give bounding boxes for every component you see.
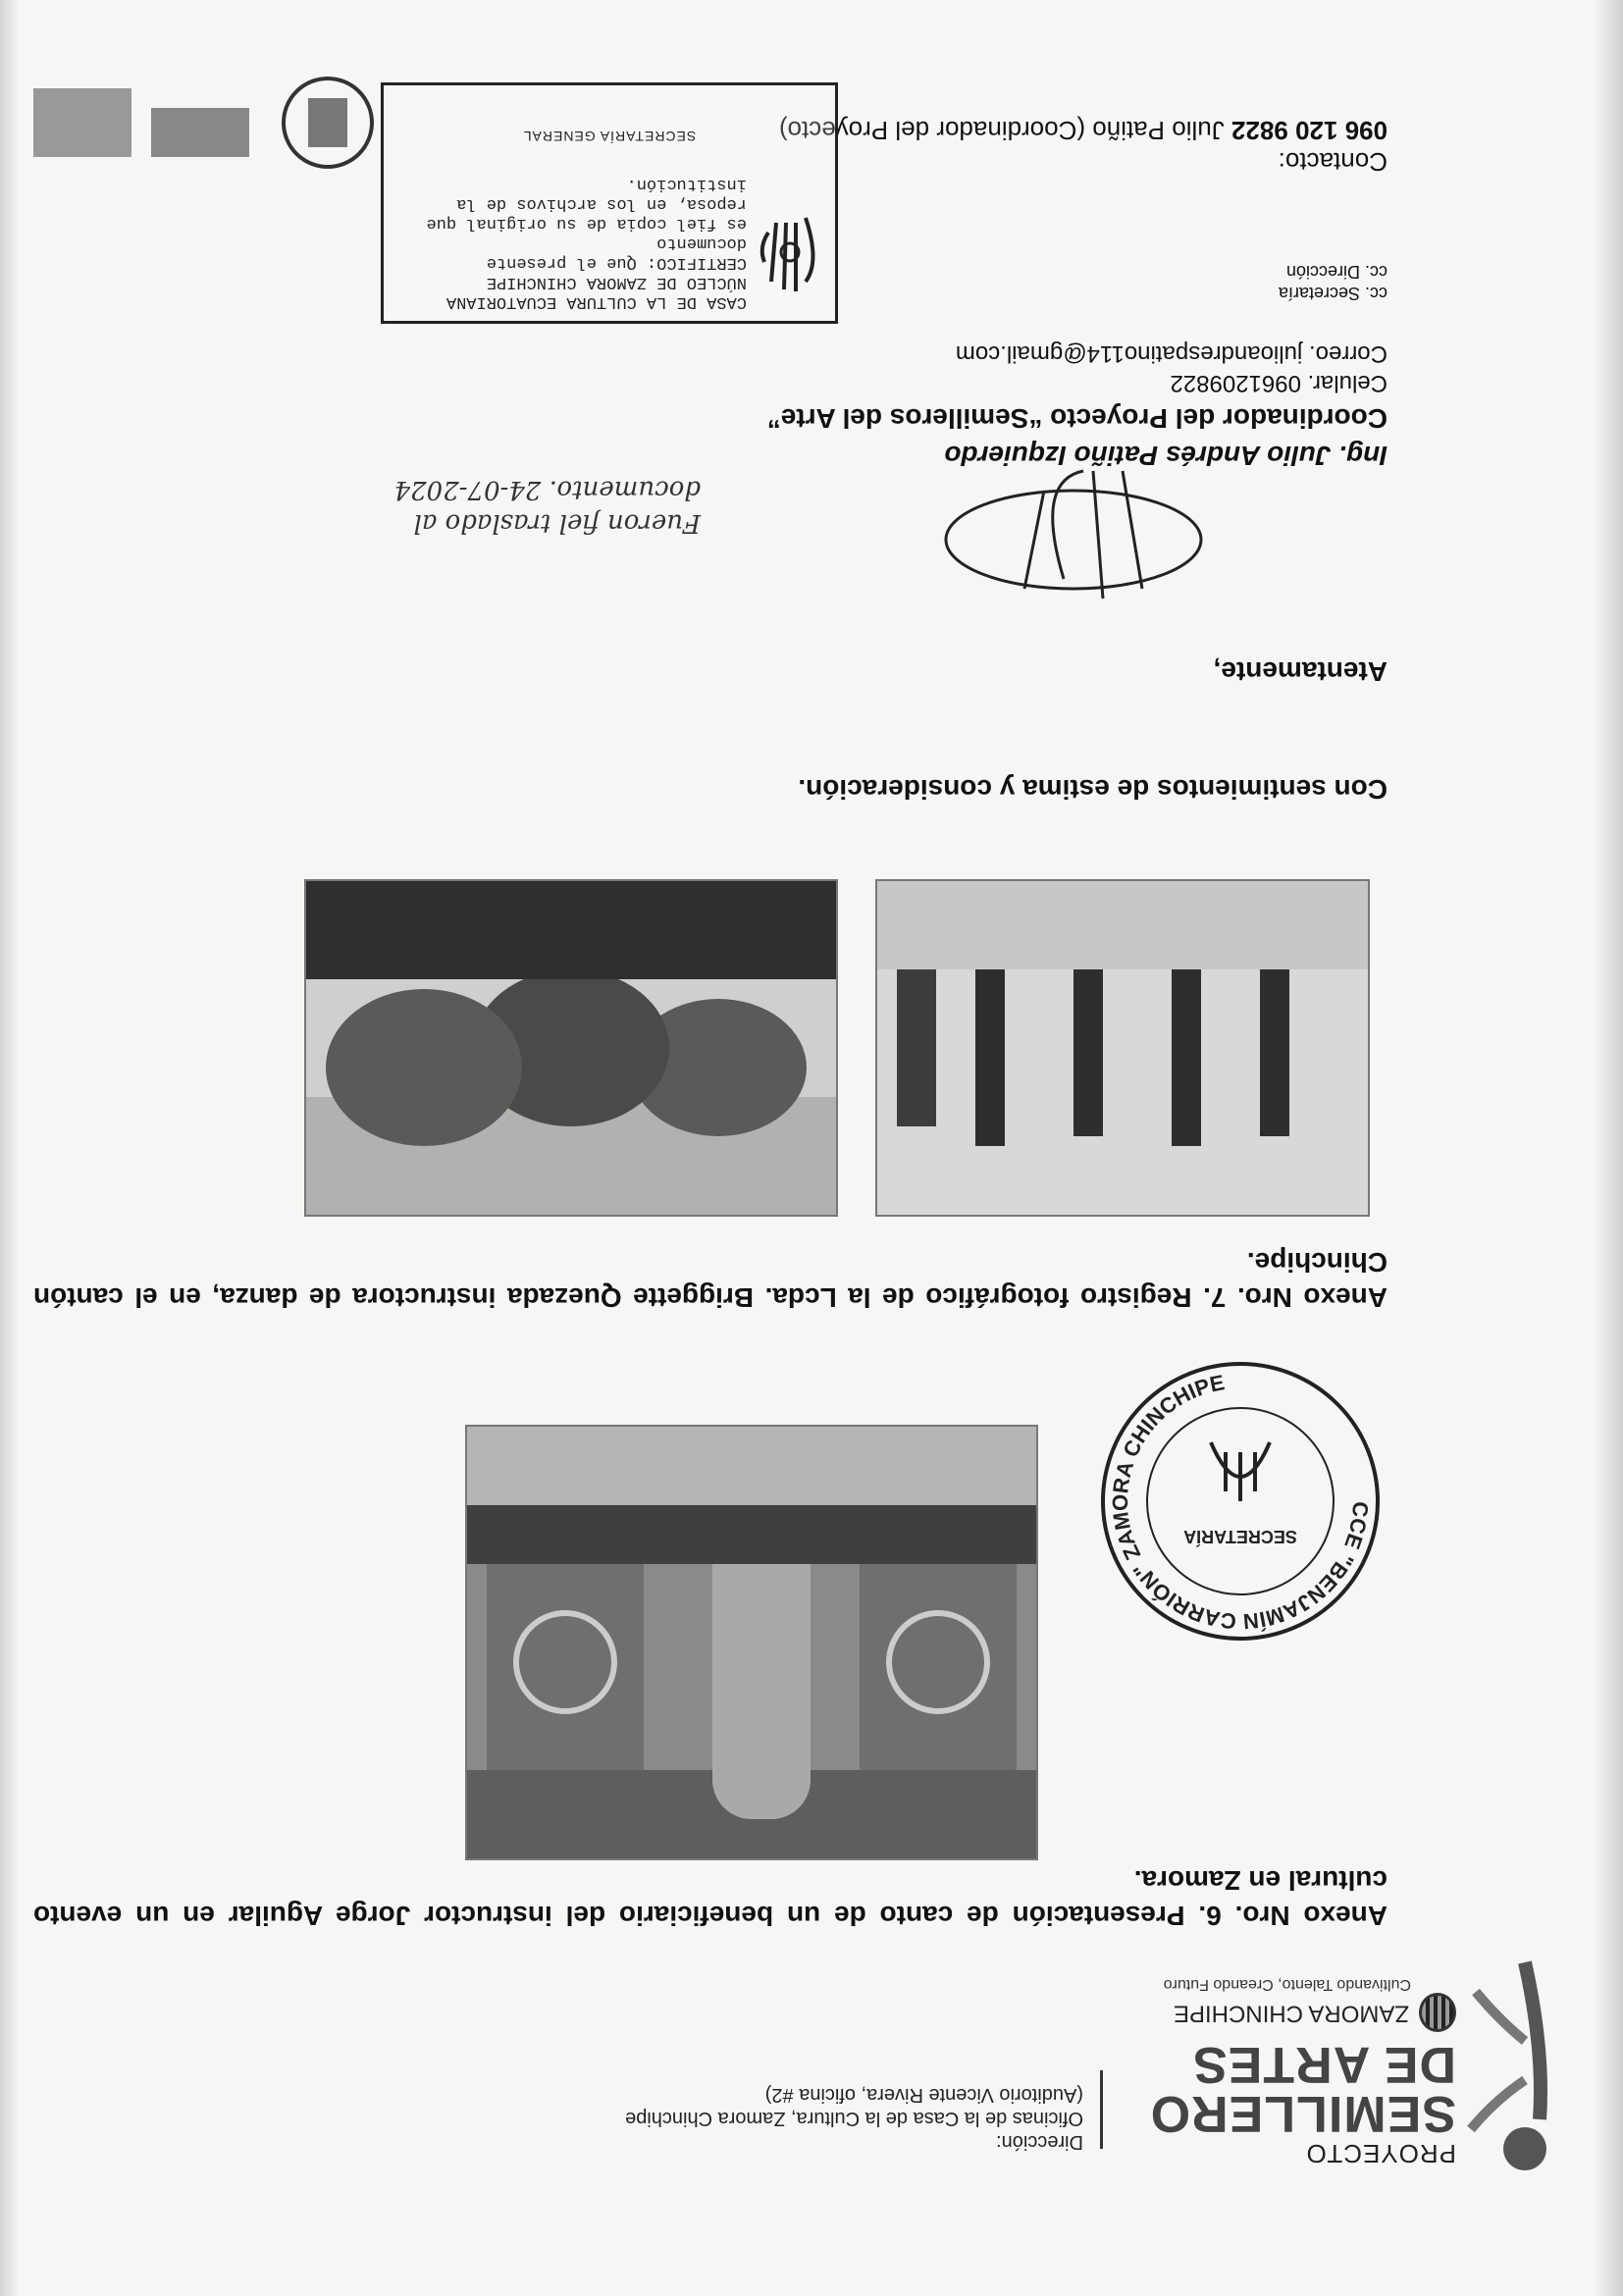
scan-edge-left bbox=[1594, 0, 1623, 2296]
cert-line: institución. bbox=[626, 175, 747, 193]
closing-phrase: Con sentimientos de estima y consideración. bbox=[798, 774, 1387, 805]
signatory-email: Correo. julioandrespatino114@gmail.com bbox=[955, 340, 1387, 367]
cert-line: reposa, en los archivos de la bbox=[456, 194, 747, 213]
annex-7-photo-dancers bbox=[875, 879, 1370, 1217]
scan-edge-right bbox=[0, 0, 20, 2296]
slogan: Cultivando Talento, Creando Futuro bbox=[1163, 1976, 1411, 1993]
handwritten-note bbox=[308, 473, 701, 540]
regards: Atentamente, bbox=[1213, 656, 1387, 687]
contact-person: Julio Patiño (Coordinador del Proyecto) bbox=[778, 116, 1225, 145]
handnote-line: documento. 24-07-2024 bbox=[393, 475, 701, 504]
group-photo-image bbox=[306, 881, 836, 1215]
signatory-role: Coordinador del Proyecto “Semilleros del Arte” bbox=[766, 403, 1387, 434]
cert-line: CASA DE LA CULTURA ECUATORIANA bbox=[445, 292, 747, 311]
round-stamp-center-text: SECRETARÍA bbox=[1183, 1527, 1297, 1546]
project-label: PROYECTO bbox=[1305, 2139, 1456, 2168]
stage-photo-image bbox=[467, 1427, 1036, 1858]
contact-number: 096 120 9822 bbox=[1230, 116, 1387, 145]
certification-stamp bbox=[381, 82, 838, 324]
certification-text bbox=[393, 174, 747, 311]
address-label: Dirección: bbox=[996, 2131, 1083, 2153]
municipality bbox=[1162, 1993, 1456, 2032]
annex-6-title: Anexo Nro. 6. Presentación de canto de un beneficiario del instructor Jorge Aguilar en un evento cultural en Zamora. bbox=[33, 1865, 1387, 1931]
address-line: Oficinas de la Casa de la Cultura, Zamora Chinchipe bbox=[625, 2108, 1083, 2129]
cert-footer: SECRETARÍA GENERAL bbox=[522, 129, 697, 144]
annex-7-photo-group bbox=[304, 879, 838, 1217]
cc-item: cc. Secretaría bbox=[1278, 284, 1387, 303]
annex-7 bbox=[33, 1244, 1387, 1315]
institution-logos bbox=[14, 49, 387, 196]
brand-line-1: SEMILLERO bbox=[1149, 2085, 1456, 2142]
signatory-name: Ing. Julio Andrés Patiño Izquierdo bbox=[944, 441, 1387, 471]
cert-line: NÚCLEO DE ZAMORA CHINCHIPE bbox=[486, 273, 747, 291]
address-block bbox=[495, 2083, 1083, 2154]
municipality-label: ZAMORA CHINCHIPE bbox=[1173, 2000, 1409, 2027]
cert-line: es fiel copia de su original que bbox=[426, 214, 747, 233]
address-line: (Auditorio Vicente Rivera, oficina #2) bbox=[764, 2084, 1083, 2106]
signatory-phone: Celular. 0961209822 bbox=[1170, 370, 1387, 396]
signature-mark bbox=[916, 461, 1230, 608]
header-divider bbox=[1100, 2070, 1103, 2149]
round-stamp-ring-label: CCE "BENJAMÍN CARRIÓN" ZAMORA CHINCHIPE bbox=[1107, 1370, 1374, 1635]
hand-emblem-icon bbox=[757, 213, 825, 301]
municipal-seal-icon bbox=[1419, 1993, 1456, 2032]
brand-line-2: DE ARTES bbox=[1192, 2036, 1456, 2093]
dancers-photo-image bbox=[877, 881, 1368, 1215]
hand-emblem-icon bbox=[1211, 1442, 1270, 1501]
secretary-round-stamp bbox=[1093, 1354, 1387, 1648]
contact-label: Contacto: bbox=[1278, 147, 1387, 177]
cc-list bbox=[1279, 261, 1387, 304]
dancer-logo-icon bbox=[1466, 1953, 1554, 2188]
handnote-line: Fueron fiel traslado al bbox=[413, 508, 701, 538]
annex-7-title: Anexo Nro. 7. Registro fotográfico de la Lcda. Briggette Quezada instructora de danza, en el cantón Chinchipe. bbox=[33, 1247, 1387, 1313]
letterhead bbox=[92, 1943, 1564, 2188]
contact-line bbox=[779, 115, 1387, 145]
project-brand bbox=[1149, 1975, 1456, 2168]
cert-line: CERTIFICO: Que el presente documento bbox=[486, 234, 747, 272]
annex-6-photo bbox=[465, 1425, 1038, 1860]
cc-item: cc. Dirección bbox=[1285, 262, 1387, 282]
annex-6 bbox=[33, 1862, 1387, 1933]
